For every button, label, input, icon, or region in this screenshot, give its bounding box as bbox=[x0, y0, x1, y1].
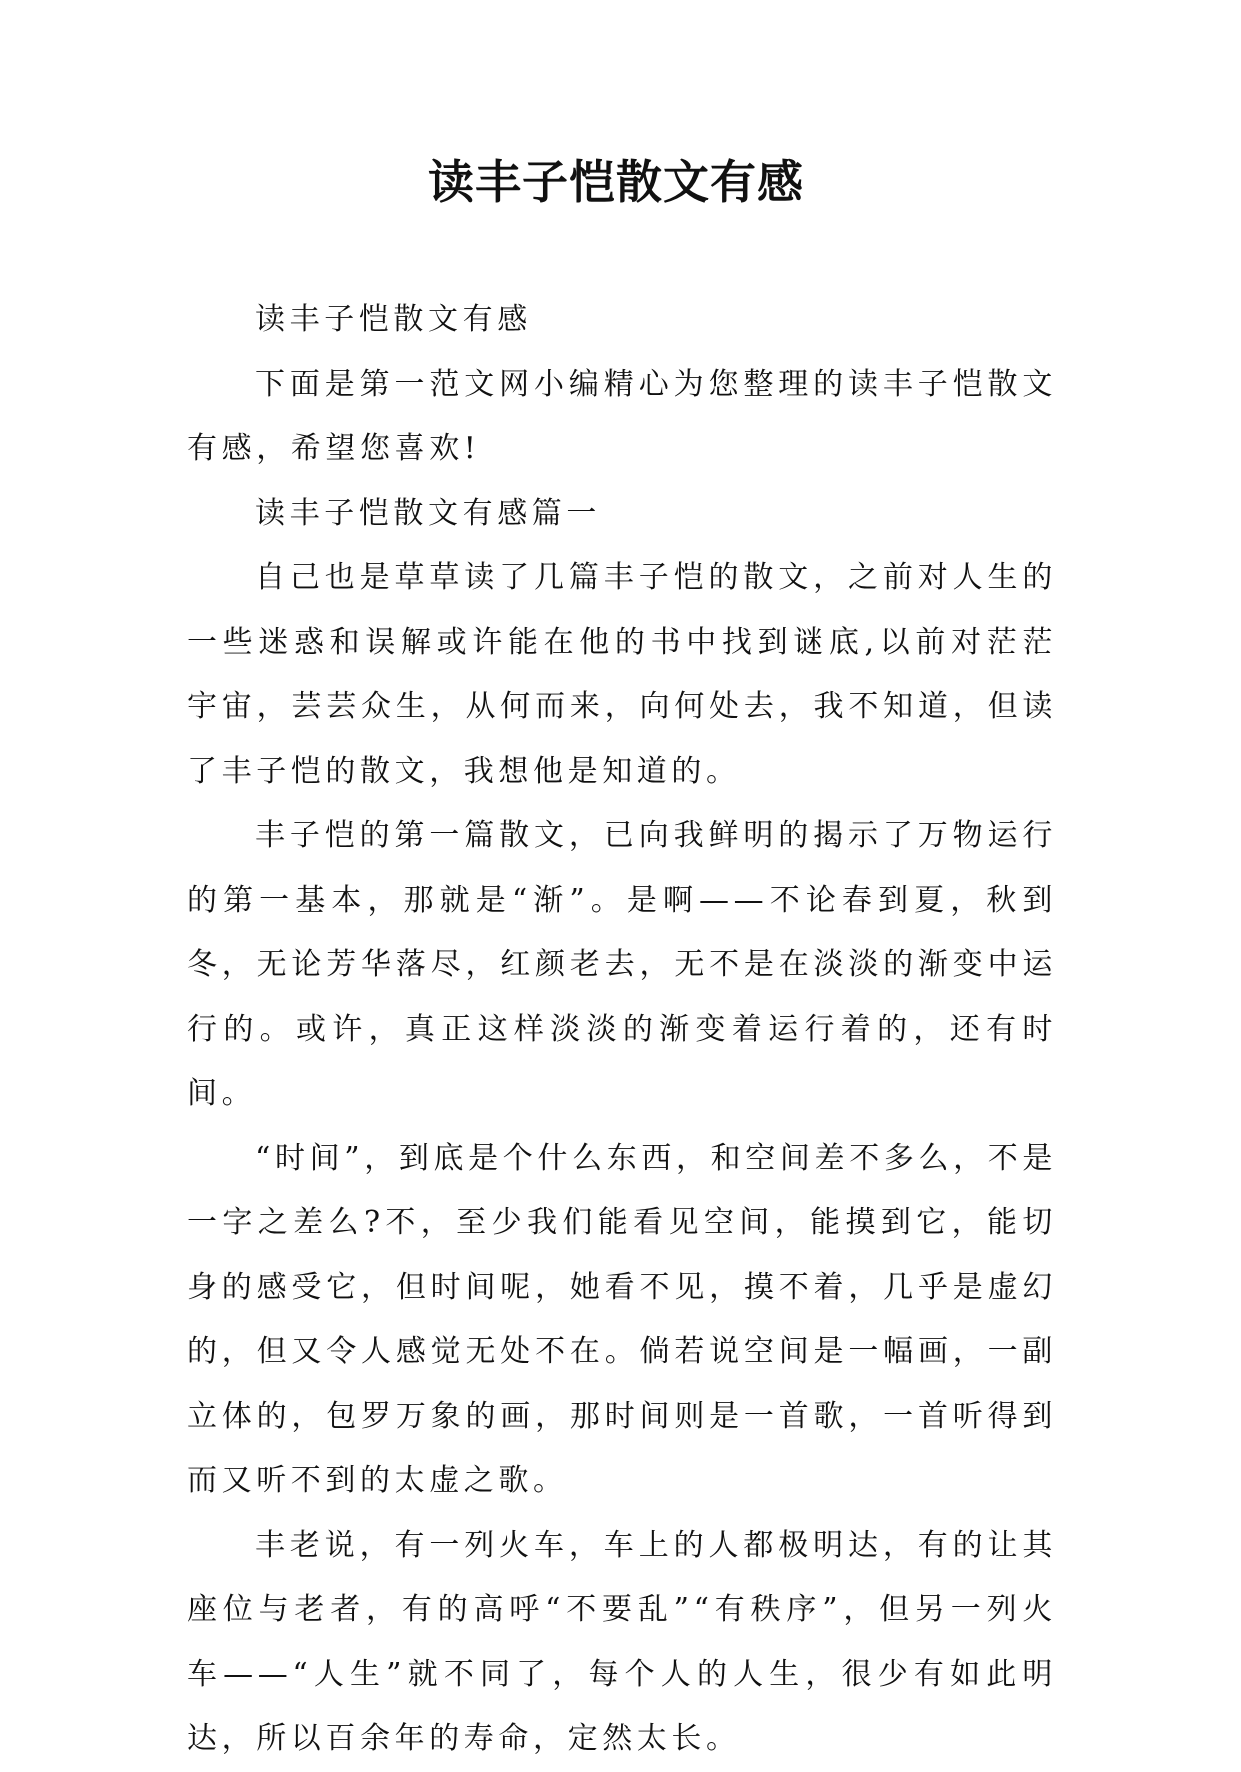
body-paragraph: 自己也是草草读了几篇丰子恺的散文，之前对人生的一些迷惑和误解或许能在他的书中找到谜底,以前对茫茫宇宙，芸芸众生，从何而来，向何处去，我不知道，但读了丰子恺的散文，我想他是知道的。 bbox=[187, 560, 1057, 789]
body-paragraph: 丰老说，有一列火车，车上的人都极明达，有的让其座位与老者，有的高呼“不要乱”“有秩序”，但另一列火车——“人生”就不同了，每个人的人生，很少有如此明达，所以百余年的寿命，定然太长。 bbox=[187, 1527, 1057, 1756]
body-paragraph: 读丰子恺散文有感 bbox=[255, 302, 532, 337]
body-paragraph: “时间”，到底是个什么东西，和空间差不多么，不是一字之差么?不，至少我们能看见空间，能摸到它，能切身的感受它，但时间呢，她看不见，摸不着，几乎是虚幻的，但又令人感觉无处不在。倘若说空间是一幅画，一副立体的，包罗万象的画，那时间则是一首歌，一首听得到而又听不到的太虚之歌。 bbox=[187, 1140, 1057, 1498]
document-body bbox=[187, 288, 1057, 1772]
section-heading: 读丰子恺散文有感篇一 bbox=[255, 495, 601, 531]
document-title: 读丰子恺散文有感 bbox=[428, 155, 804, 209]
body-paragraph: 下面是第一范文网小编精心为您整理的读丰子恺散文有感，希望您喜欢! bbox=[187, 366, 1057, 466]
body-paragraph: 丰子恺的第一篇散文，已向我鲜明的揭示了万物运行的第一基本，那就是“渐”。是啊——不论春到夏，秋到冬，无论芳华落尽，红颜老去，无不是在淡淡的渐变中运行的。或许，真正这样淡淡的渐变着运行着的，还有时间。 bbox=[187, 818, 1057, 1111]
